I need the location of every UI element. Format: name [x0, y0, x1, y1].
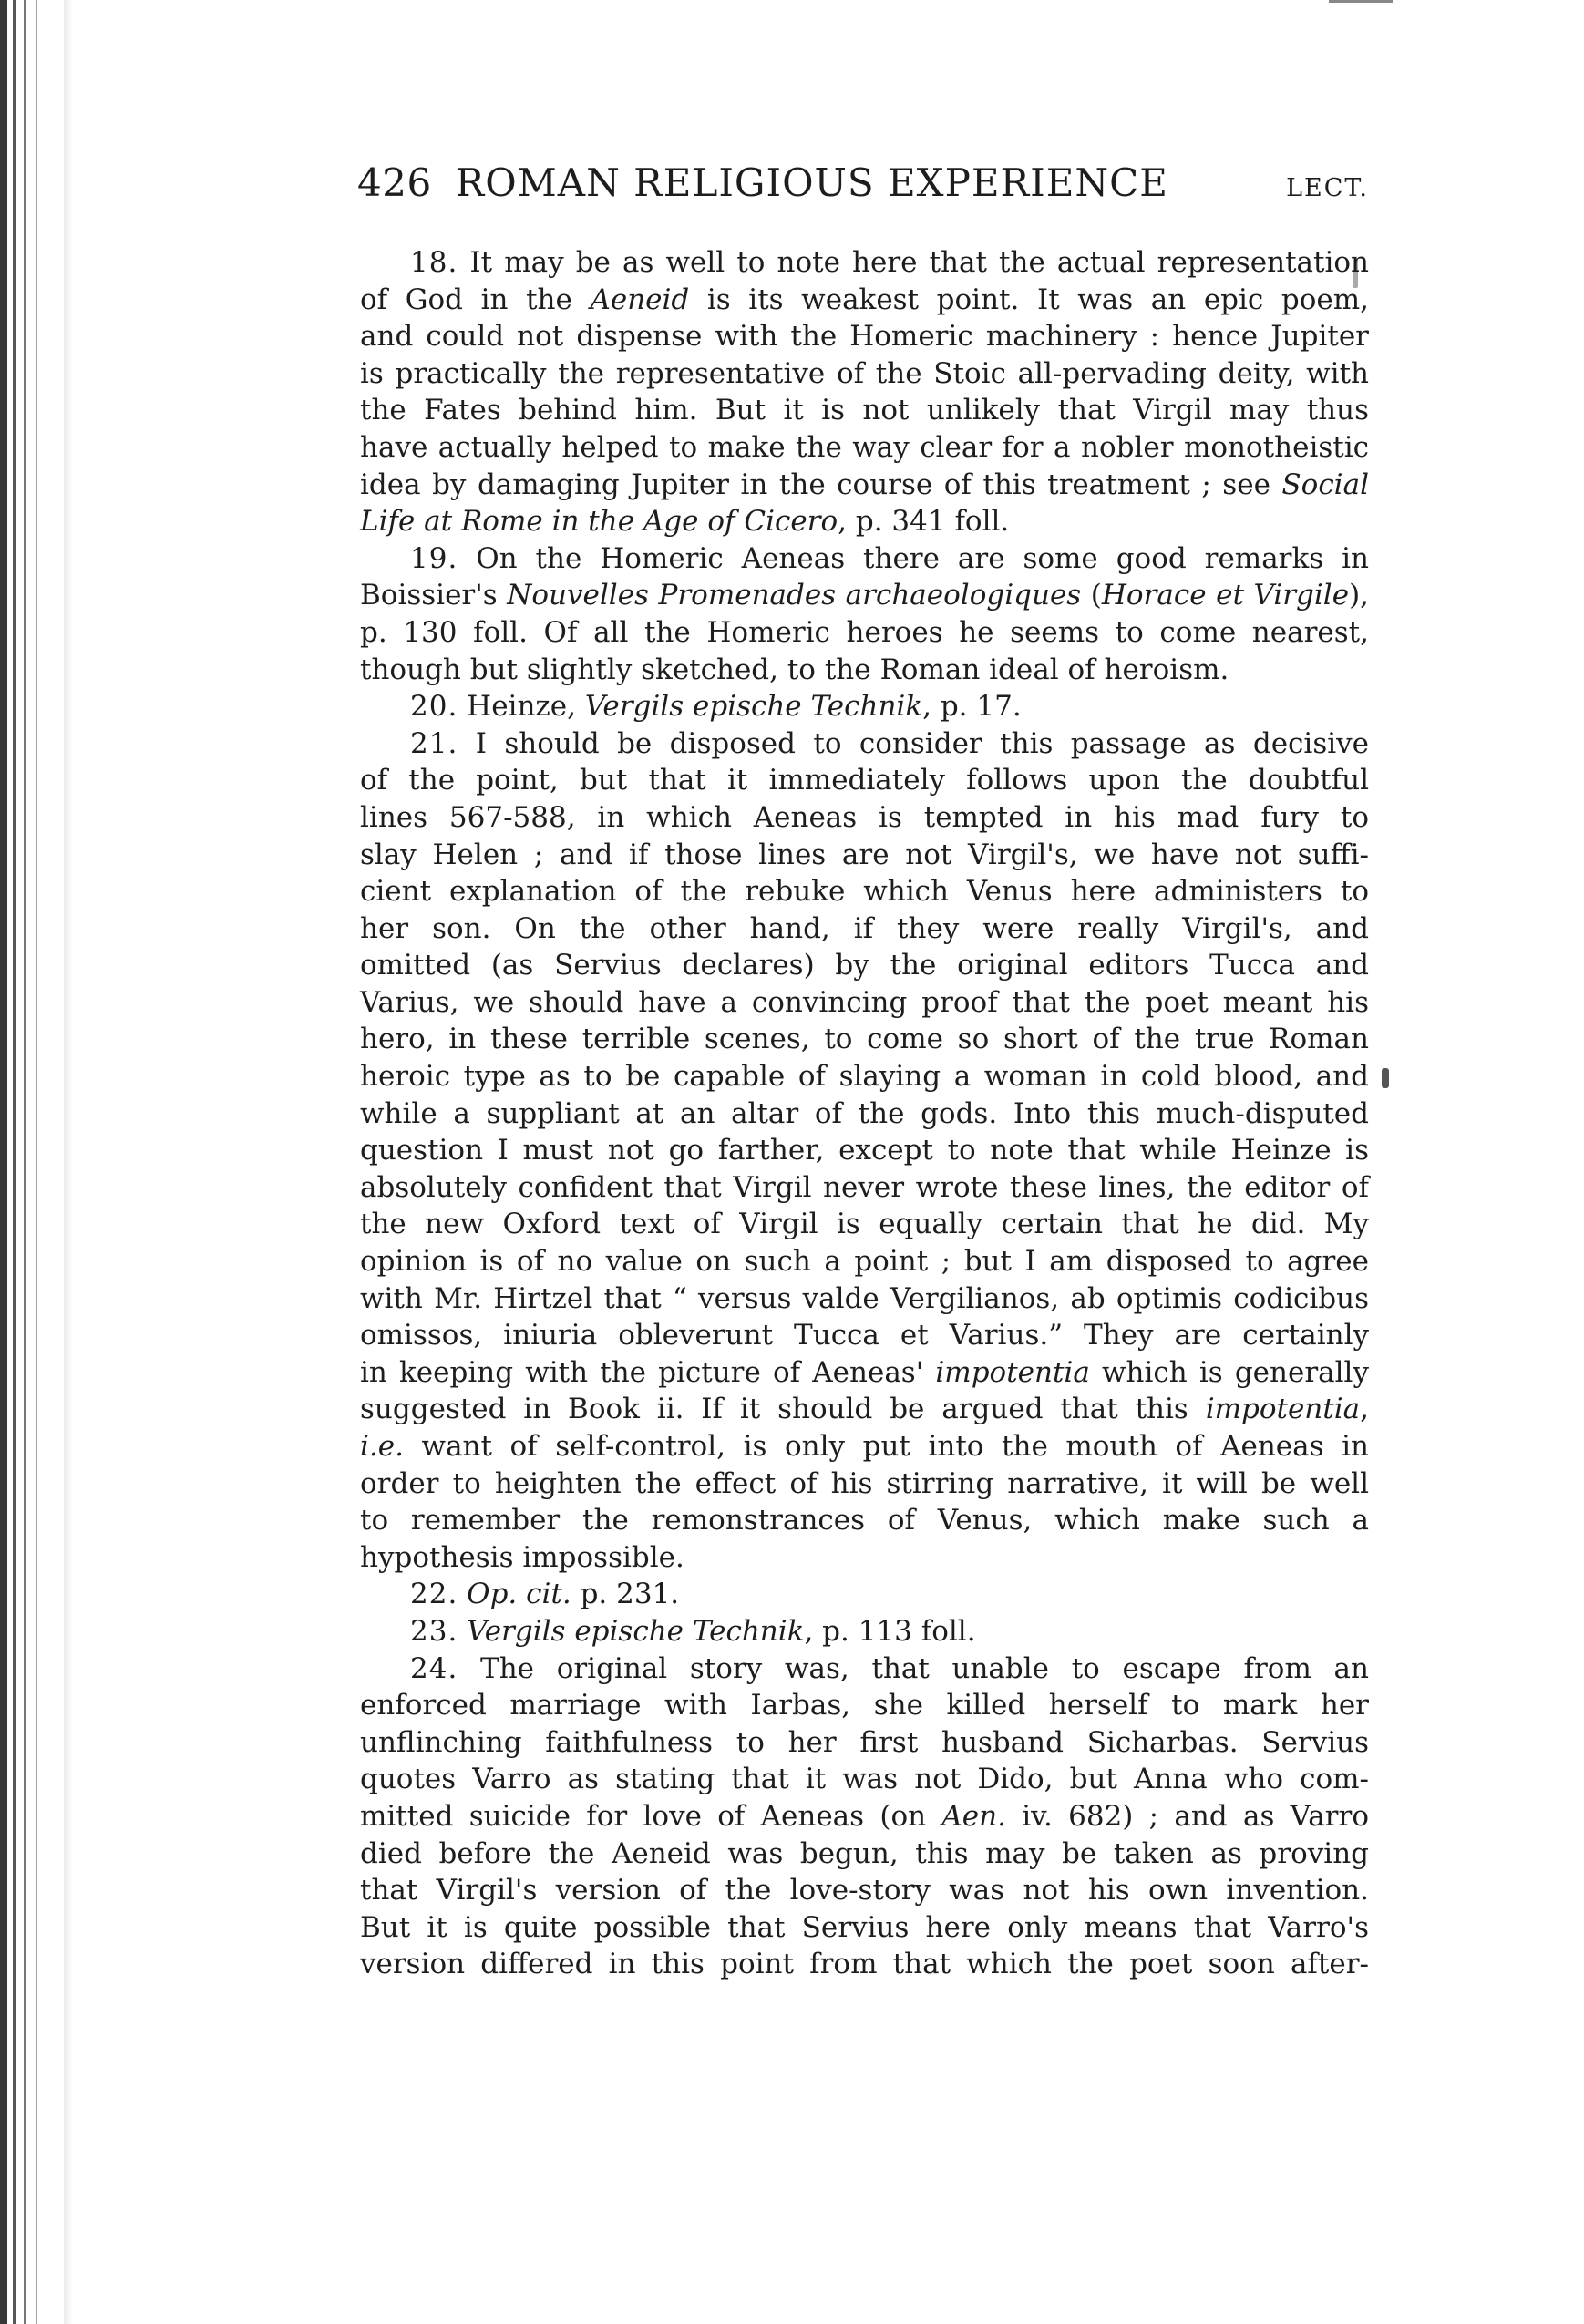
italic-title: Vergils epische Technik: [584, 690, 923, 724]
note-line: enforced marriage with Iarbas, she killed herself to mark her: [360, 1689, 1369, 1722]
binding-gutter: [0, 0, 64, 2324]
note-line: 20. Heinze, Vergils epische Technik, p. 17.: [410, 690, 1022, 724]
note-line: lines 567-588, in which Aeneas is tempted in his mad fury to: [360, 800, 1369, 834]
note-line: version differed in this point from that which the poet soon after-: [360, 1948, 1369, 1981]
note-line: of God in the Aeneid is its weakest point. It was an epic poem,: [360, 283, 1369, 316]
note-line: 19. On the Homeric Aeneas there are some good remarks in: [410, 541, 1369, 575]
note-line: i.e. want of self-control, is only put into the mouth of Aeneas in: [360, 1430, 1369, 1463]
note-line: is practically the representative of the Stoic all-pervading deity, with: [360, 356, 1369, 390]
note-line: have actually helped to make the way clear for a nobler monotheistic: [360, 430, 1369, 464]
note-23: [360, 1613, 1369, 1650]
note-line: 23. Vergils epische Technik, p. 113 foll.: [410, 1614, 976, 1648]
note-line: unflinching faithfulness to her first husband Sicharbas. Servius: [360, 1725, 1369, 1759]
note-line: quotes Varro as stating that it was not Dido, but Anna who com-: [360, 1763, 1369, 1796]
italic-term: i.e.: [360, 1430, 404, 1463]
note-number: 21.: [410, 726, 458, 760]
note-line: cient explanation of the rebuke which Venus here administers to: [360, 875, 1369, 909]
note-line: that Virgil's version of the love-story was not his own invention.: [360, 1874, 1369, 1908]
italic-title: Vergils epische Technik: [467, 1614, 805, 1648]
note-number: 19.: [410, 541, 458, 575]
note-line: opinion is of no value on such a point ; but I am disposed to agree: [360, 1245, 1369, 1279]
note-line: heroic type as to be capable of slaying a woman in cold blood, and: [360, 1060, 1369, 1094]
note-line: and could not dispense with the Homeric machinery : hence Jupiter: [360, 320, 1369, 354]
note-line: while a suppliant at an altar of the gods. Into this much-disputed: [360, 1096, 1369, 1130]
note-line: order to heighten the effect of his stirring narrative, it will be well: [360, 1466, 1369, 1500]
note-number: 24.: [410, 1651, 458, 1685]
italic-title: Social: [1281, 468, 1369, 501]
note-line: slay Helen ; and if those lines are not Virgil's, we have not suffi-: [360, 838, 1369, 871]
note-line: question I must not go farther, except to note that while Heinze is: [360, 1134, 1369, 1167]
margin-mark-2: [1382, 1068, 1389, 1088]
note-line: hypothesis impossible.: [360, 1540, 684, 1574]
italic-term: impotentia: [1205, 1393, 1361, 1426]
italic-title: Nouvelles Promenades archaeologiques: [507, 579, 1082, 612]
note-line: mitted suicide for love of Aeneas (on Aen. iv. 682) ; and as Varro: [360, 1799, 1369, 1833]
note-line: the new Oxford text of Virgil is equally certain that he did. My: [360, 1208, 1369, 1241]
italic-title: Aen.: [941, 1799, 1006, 1833]
notes-body: [360, 244, 1369, 1983]
running-title: ROMAN RELIGIOUS EXPERIENCE: [455, 160, 1168, 205]
note-line: But it is quite possible that Servius here only means that Varro's: [360, 1910, 1369, 1944]
note-number: 18.: [410, 246, 458, 279]
scan-mark: [1329, 0, 1393, 3]
note-line: though but slightly sketched, to the Roman ideal of heroism.: [360, 653, 1229, 686]
section-label: LECT.: [1286, 174, 1369, 202]
note-number: 20.: [410, 690, 458, 724]
note-number: 23.: [410, 1614, 458, 1648]
gutter-shadow: [64, 0, 73, 2324]
note-number: 22.: [410, 1578, 458, 1611]
note-line: in keeping with the picture of Aeneas' impotentia which is generally: [360, 1355, 1369, 1389]
note-line: Varius, we should have a convincing proof that the poet meant his: [360, 985, 1369, 1019]
note-line: 18. It may be as well to note here that the actual representation: [410, 246, 1370, 279]
note-line: idea by damaging Jupiter in the course of this treatment ; see Social: [360, 468, 1369, 501]
note-line: to remember the remonstrances of Venus, which make such a: [360, 1504, 1369, 1537]
note-20: [360, 688, 1369, 725]
italic-term: Op. cit.: [467, 1578, 571, 1611]
note-line: omitted (as Servius declares) by the original editors Tucca and: [360, 949, 1369, 982]
note-18: [360, 244, 1369, 540]
note-line: suggested in Book ii. If it should be argued that this impotentia,: [360, 1393, 1369, 1426]
note-line: died before the Aeneid was begun, this may be taken as proving: [360, 1836, 1369, 1870]
note-19: [360, 540, 1369, 688]
note-line: the Fates behind him. But it is not unlikely that Virgil may thus: [360, 394, 1369, 427]
note-line: absolutely confident that Virgil never wrote these lines, the editor of: [360, 1170, 1369, 1204]
italic-title: Aeneid: [590, 283, 690, 316]
note-line: Boissier's Nouvelles Promenades archaeologiques (Horace et Virgile),: [360, 579, 1370, 612]
note-line: hero, in these terrible scenes, to come so short of the true Roman: [360, 1023, 1369, 1056]
note-line: Life at Rome in the Age of Cicero, p. 341 foll.: [360, 505, 1010, 539]
italic-title: Horace et Virgile: [1101, 579, 1350, 612]
note-line: omissos, iniuria obleverunt Tucca et Varius.” They are certainly: [360, 1319, 1369, 1352]
running-header: [357, 160, 1369, 224]
note-21: [360, 725, 1369, 1577]
italic-term: impotentia: [935, 1355, 1090, 1389]
note-line: of the point, but that it immediately follows upon the doubtful: [360, 764, 1369, 797]
note-line: 24. The original story was, that unable to escape from an: [410, 1651, 1370, 1685]
page-number: 426: [357, 160, 432, 205]
note-line: 22. Op. cit. p. 231.: [410, 1578, 680, 1611]
note-line: her son. On the other hand, if they were really Virgil's, and: [360, 911, 1369, 945]
italic-title: Life at Rome in the Age of Cicero: [360, 505, 838, 539]
note-line: with Mr. Hirtzel that “ versus valde Vergilianos, ab optimis codicibus: [360, 1281, 1369, 1315]
note-22: [360, 1576, 1369, 1613]
note-line: 21. I should be disposed to consider this passage as decisive: [410, 726, 1369, 760]
note-line: p. 130 foll. Of all the Homeric heroes he seems to come nearest,: [360, 615, 1369, 649]
note-24: [360, 1650, 1369, 1983]
